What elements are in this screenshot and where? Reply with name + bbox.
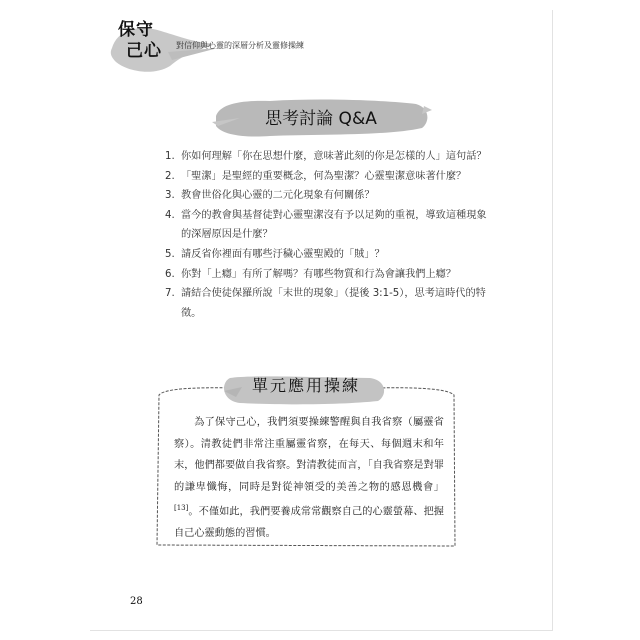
question-number: 2. (165, 170, 175, 182)
question-item (165, 284, 495, 323)
question-item (165, 245, 495, 265)
question-item (165, 167, 495, 187)
book-logo-title (118, 20, 178, 62)
question-number: 6. (165, 268, 175, 280)
question-text: 請反省你裡面有哪些汙穢心靈聖殿的「賊」？ (181, 248, 385, 260)
question-text: 「聖潔」是聖經的重要概念，何為聖潔？心靈聖潔意味著什麼？ (181, 170, 467, 182)
question-item (165, 265, 495, 285)
page-number: 28 (130, 596, 143, 607)
practice-box (150, 375, 462, 553)
question-text: 你如何理解「你在思想什麼，意味著此刻的你是怎樣的人」這句話？ (181, 151, 487, 162)
question-list (165, 147, 495, 323)
question-number: 5. (165, 248, 175, 260)
question-number: 1. (165, 151, 175, 162)
practice-title: 單元應用操練 (251, 376, 360, 395)
practice-body (174, 412, 444, 544)
question-item (165, 186, 495, 206)
question-text: 你對「上癮」有所了解嗎？有哪些物質和行為會讓我們上癮？ (181, 268, 457, 280)
qa-title: 思考討論 Q&A (265, 109, 377, 129)
question-text: 請結合使徒保羅所說「末世的現象」（提後 3:1-5），思考這時代的特徵。 (181, 288, 486, 319)
logo-line-2: 己心 (126, 41, 162, 61)
question-number: 4. (165, 209, 175, 221)
question-item (165, 147, 495, 167)
question-item (165, 206, 495, 245)
question-text: 教會世俗化與心靈的二元化現象有何關係？ (181, 190, 375, 202)
question-text: 當今的教會與基督徒對心靈聖潔沒有予以足夠的重視，導致這種現象的深層原因是什麼？ (181, 209, 487, 241)
logo-line-1: 保守 (118, 20, 154, 40)
practice-text-1: 為了保守己心，我們須要操練警醒與自我省察（屬靈省察）。清教徒們非常注重屬靈省察，在每天、每個週末和年末，他們都要做自我省察。對清教徒而言，「自我省察是對罪的謙卑懺悔，同時是對從神領受的美善之物的感恩機會」 (174, 417, 444, 493)
footnote-ref: [13] (174, 504, 189, 512)
practice-text-2: 。不僅如此，我們要養成常常觀察自己的心靈螢幕、把握自己心靈動態的習慣。 (174, 506, 444, 539)
book-subtitle: 對信仰與心靈的深層分析及靈修操練 (176, 41, 304, 50)
question-number: 7. (165, 288, 175, 300)
question-number: 3. (165, 190, 175, 202)
